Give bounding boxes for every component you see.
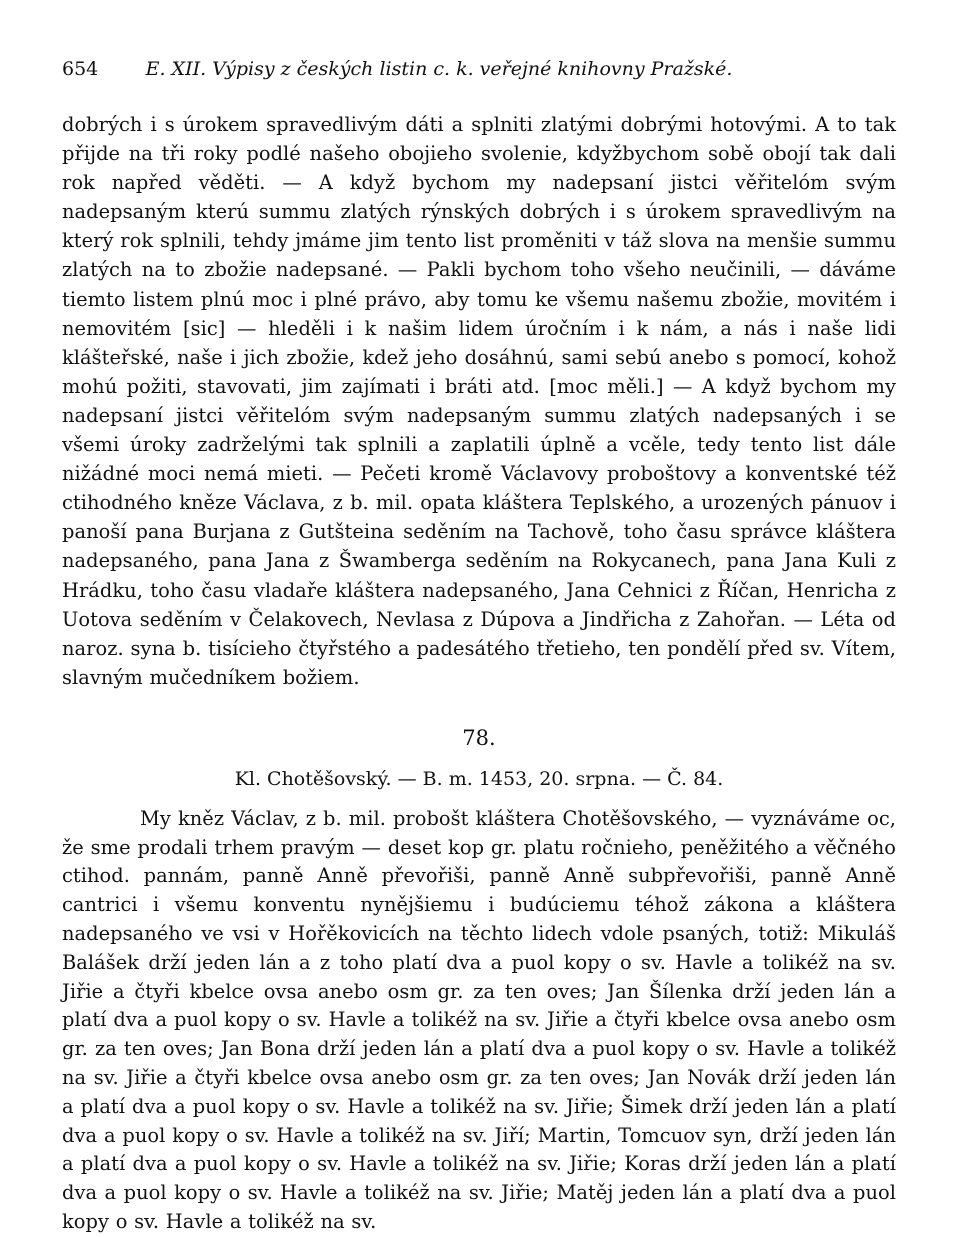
- document-number: 78.: [462, 725, 496, 750]
- running-head: [62, 58, 896, 94]
- running-title: E. XII. Výpisy z českých listin c. k. veřejné knihovny Pražské.: [145, 58, 733, 80]
- document-source-line: Kl. Chotěšovský. — B. m. 1453, 20. srpna. — Č. 84.: [234, 767, 724, 790]
- page-number: 654: [62, 58, 99, 80]
- document-paragraph: My kněz Václav, z b. mil. probošt kláštera Chotěšovského, — vyznáváme oc, že sme prodali trhem pravým — deset kop gr. platu ročnieho, peněžitého a věčného ctihod. pannám, panně Anně převořiši, panně Anně subpřevořiši, panně Anně cantrici i všemu konventu nynějšiemu i budúciemu téhož zákona a kláštera nadepsaného ve vsi v Hořěkovicích na těchto lidech vdole psaných, totiž: Mikuláš Balášek drží jeden lán a z toho platí dva a puol kopy o sv. Havle a tolikéž na sv. Jiřie a čtyři kbelce ovsa anebo osm gr. za ten oves; Jan Šílenka drží jeden lán a platí dva a puol kopy o sv. Havle a tolikéž na sv. Jiřie a čtyři kbelce ovsa anebo osm gr. za ten oves; Jan Bona drží jeden lán a platí dva a puol kopy o sv. Havle a tolikéž na sv. Jiřie a čtyři kbelce ovsa anebo osm gr. za ten oves; Jan Novák drží jeden lán a platí dva a puol kopy o sv. Havle a tolikéž na sv. Jiřie; Šimek drží jeden lán a platí dva a puol kopy o sv. Havle a tolikéž na sv. Jiří; Martin, Tomcuov syn, drží jeden lán a platí dva a puol kopy o sv. Havle a tolikéž na sv. Jiřie; Koras drží jeden lán a platí dva a puol kopy o sv. Havle a tolikéž na sv. Jiřie; Matěj jeden lán a platí dva a puol kopy o sv. Havle a tolikéž na sv.: [62, 806, 896, 1234]
- book-page: [62, 58, 896, 1237]
- continuation-paragraph: dobrých i s úrokem spravedlivým dáti a splniti zlatými dobrými hotovými. A to tak přijde na tři roky podlé našeho obojieho svolenie, kdyžbychom sobě obojí tak dali rok napřed věděti. — A když bychom my nadepsaní jistci věřitelóm svým nadepsaným kterú summu zlatých rýnských dobrých i s úrokem spravedlivým na který rok splnili, tehdy jmáme jim tento list proměniti v táž slova na menšie summu zlatých na to zbožie nadepsané. — Pakli bychom toho všeho neučinili, — dáváme tiemto listem plnú moc i plné právo, aby tomu ke všemu našemu zbožie, movitém i nemovitém [sic] — hleděli i k našim lidem úročním i k nám, a nás i naše lidi klášteřské, naše i jich zbožie, kdež jeho dosáhnú, sami sebú anebo s pomocí, kohož mohú požiti, stavovati, jim zajímati i bráti atd. [moc měli.] — A když bychom my nadepsaní jistci věřitelóm svým nadepsaným summu zlatých nadepsaných i se všemi úroky zadrželými tak splnili a zaplatili úplně a vcěle, tedy tento list dále nižádné moci nemá mieti. — Pečeti kromě Václavovy proboštovy a konventské též ctihodného kněze Václava, z b. mil. opata kláštera Teplského, a urozených pánuov i panoší pana Burjana z Gutšteina seděním na Tachově, toho času správce kláštera nadepsaného, pana Jana z Šwamberga seděním na Rokycanech, pana Jana Kuli z Hrádku, toho času vladaře kláštera nadepsaného, Jana Cehnici z Říčan, Henricha z Uotova seděním v Čelakovech, Nevlasa z Dúpova a Jindřicha z Zahořan. — Léta od naroz. syna b. tisícieho čtyřstého a padesátého třetieho, ten pondělí před sv. Vítem, slavným mučedníkem božiem.: [62, 113, 896, 689]
